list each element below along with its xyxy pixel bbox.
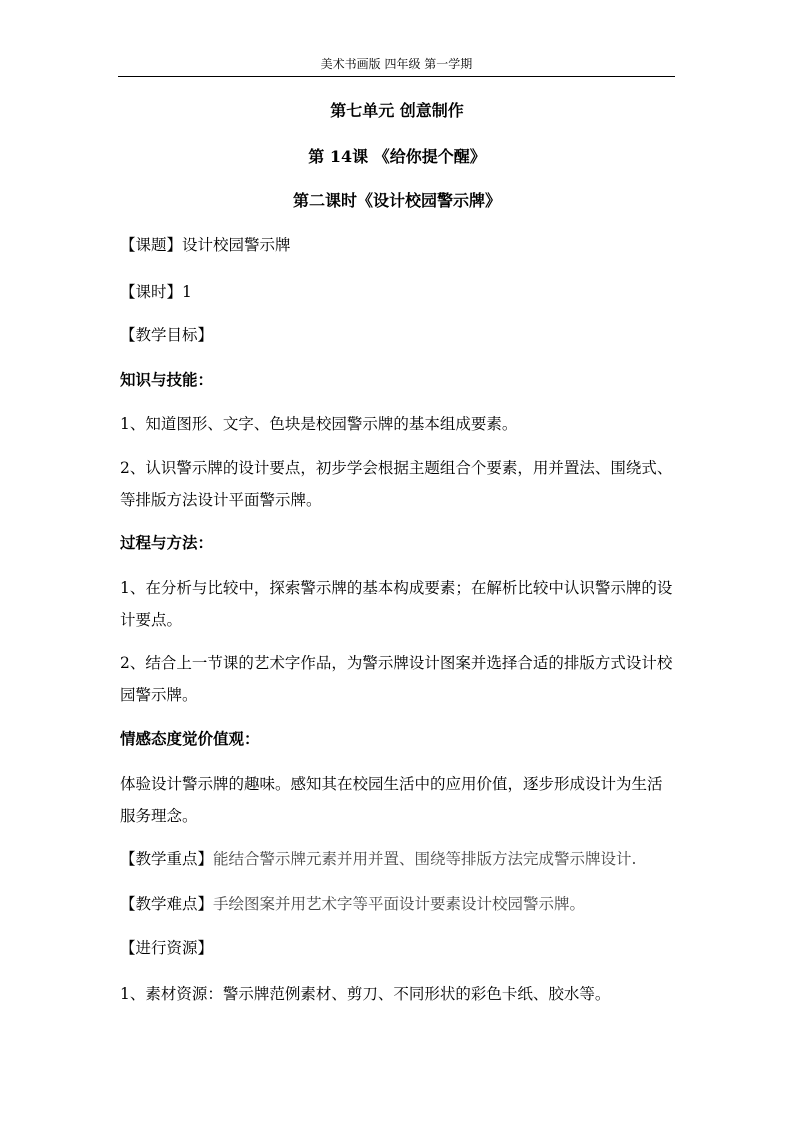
- knowledge-heading: 知识与技能：: [120, 370, 214, 389]
- unit-title: 第七单元 创意制作: [330, 101, 464, 120]
- difficulty-label: 【教学难点】: [120, 895, 214, 913]
- topic-label: 【课题】: [120, 236, 183, 254]
- difficulty-text: 手绘图案并用艺术字等平面设计要素设计校园警示牌。: [213, 895, 586, 913]
- emotion-heading: 情感态度觉价值观：: [120, 729, 260, 748]
- process-heading: 过程与方法：: [120, 533, 214, 552]
- process-item-2: 2、结合上一节课的艺术字作品，为警示牌设计图案并选择合适的排版方式设计校园警示牌。: [120, 654, 673, 704]
- knowledge-item-1: 1、知道图形、文字、色块是校园警示牌的基本组成要素。: [120, 415, 518, 433]
- knowledge-item-2: 2、认识警示牌的设计要点，初步学会根据主题组合个要素，用并置法、围绕式、等排版方法设计平面警示牌。: [120, 459, 673, 509]
- period-title: 第二课时《设计校园警示牌》: [292, 191, 501, 210]
- key-point-line: [120, 843, 676, 875]
- hours-line: [120, 276, 676, 308]
- page-header: [118, 56, 675, 77]
- hours-label: 【课时】: [120, 283, 183, 301]
- emotion-text: 体验设计警示牌的趣味。感知其在校园生活中的应用价值，逐步形成设计为生活服务理念。: [120, 775, 663, 825]
- difficulty-line: [120, 888, 676, 920]
- resources-label: 【进行资源】: [120, 939, 214, 957]
- topic-line: [120, 229, 676, 261]
- objectives-label: 【教学目标】: [120, 326, 214, 344]
- lesson-title: 第 14课 《给你提个醒》: [308, 147, 486, 166]
- page-header-text: 美术书画版 四年级 第一学期: [320, 57, 473, 71]
- key-point-label: 【教学重点】: [120, 850, 214, 868]
- key-point-text: 能结合警示牌元素并用并置、围绕等排版方法完成警示牌设计.: [213, 850, 637, 868]
- resources-item-1: 1、素材资源：警示牌范例素材、剪刀、不同形状的彩色卡纸、胶水等。: [120, 985, 611, 1003]
- process-item-1: 1、在分析与比较中，探索警示牌的基本构成要素；在解析比较中认识警示牌的设计要点。: [120, 579, 673, 629]
- hours-value: 1: [182, 283, 192, 301]
- topic-value: 设计校园警示牌: [182, 236, 291, 254]
